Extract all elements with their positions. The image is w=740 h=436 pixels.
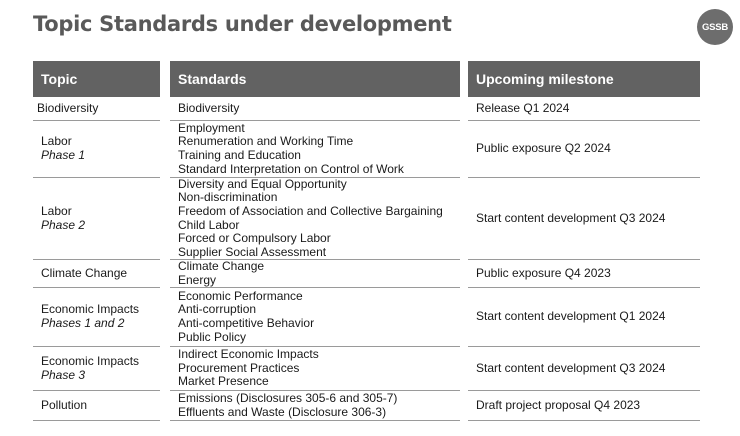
standard-item: Supplier Social Assessment: [178, 244, 327, 259]
standards-cell: [170, 121, 460, 178]
topic-cell: [33, 260, 160, 288]
topic-cell: [33, 347, 160, 391]
standard-item: Effluents and Waste (Disclosure 306-3): [178, 404, 387, 419]
standard-item: Employment: [178, 120, 245, 135]
topic-cell: [33, 391, 160, 421]
milestone-cell: [468, 288, 700, 347]
topic-label: Labor: [41, 203, 72, 218]
standards-cell: [170, 97, 460, 121]
header-standards: Standards: [170, 61, 460, 97]
milestone-label: Public exposure Q4 2023: [476, 265, 611, 280]
topic-phase: Phase 3: [41, 367, 86, 382]
table-row: [0, 121, 740, 178]
standard-item: Renumeration and Working Time: [178, 134, 354, 149]
table-row: [0, 347, 740, 391]
topic-label: Biodiversity: [37, 100, 99, 115]
milestone-label: Public exposure Q2 2024: [476, 141, 611, 156]
standard-item: Public Policy: [178, 329, 247, 344]
standard-item: Freedom of Association and Collective Bargaining: [178, 203, 443, 218]
standard-item: Procurement Practices: [178, 360, 300, 375]
topic-label: Economic Impacts: [41, 302, 140, 317]
milestone-cell: [468, 97, 700, 121]
standards-cell: [170, 347, 460, 391]
standard-item: Climate Change: [178, 258, 265, 273]
table-row: [0, 288, 740, 347]
standards-cell: [170, 288, 460, 347]
topic-phase: Phase 2: [41, 217, 86, 232]
standard-item: Economic Performance: [178, 288, 303, 303]
topic-label: Climate Change: [41, 265, 128, 280]
milestone-cell: [468, 178, 700, 260]
standards-cell: [170, 391, 460, 421]
standard-item: Indirect Economic Impacts: [178, 347, 319, 362]
topic-label: Pollution: [41, 397, 88, 412]
standard-item: Forced or Compulsory Labor: [178, 231, 331, 246]
gssb-logo: GSSB: [697, 9, 733, 45]
standard-item: Diversity and Equal Opportunity: [178, 176, 347, 191]
table-row: [0, 178, 740, 260]
topic-cell: [33, 97, 160, 121]
standard-item: Non-discrimination: [178, 190, 278, 205]
page-title: Topic Standards under development: [33, 12, 452, 36]
standard-item: Anti-corruption: [178, 302, 257, 317]
standard-item: Energy: [178, 272, 217, 287]
milestone-cell: [468, 391, 700, 421]
milestone-label: Draft project proposal Q4 2023: [476, 397, 641, 412]
topic-label: Economic Impacts: [41, 353, 140, 368]
milestone-cell: [468, 347, 700, 391]
topic-phase: Phases 1 and 2: [41, 316, 125, 330]
standard-item: Biodiversity: [178, 100, 240, 115]
table-row: [0, 97, 740, 121]
milestone-label: Start content development Q3 2024: [476, 210, 666, 225]
milestone-label: Start content development Q1 2024: [476, 309, 666, 324]
header-topic: Topic: [33, 61, 160, 97]
milestone-cell: [468, 121, 700, 178]
topic-cell: [33, 178, 160, 260]
topic-label: Labor: [41, 134, 72, 149]
milestone-cell: [468, 260, 700, 288]
standard-item: Market Presence: [178, 374, 269, 389]
milestone-label: Release Q1 2024: [476, 100, 570, 115]
header-milestone: Upcoming milestone: [468, 61, 700, 97]
table-row: [0, 260, 740, 288]
topic-cell: [33, 288, 160, 347]
table-row: [0, 391, 740, 421]
standard-item: Standard Interpretation on Control of Work: [178, 161, 404, 176]
standards-cell: [170, 260, 460, 288]
standard-item: Child Labor: [178, 217, 240, 232]
standards-cell: [170, 178, 460, 260]
topic-cell: [33, 121, 160, 178]
topic-phase: Phase 1: [41, 148, 86, 162]
standard-item: Training and Education: [178, 148, 301, 162]
standard-item: Anti-competitive Behavior: [178, 316, 315, 330]
milestone-label: Start content development Q3 2024: [476, 360, 666, 375]
standard-item: Emissions (Disclosures 305-6 and 305-7): [178, 390, 398, 405]
